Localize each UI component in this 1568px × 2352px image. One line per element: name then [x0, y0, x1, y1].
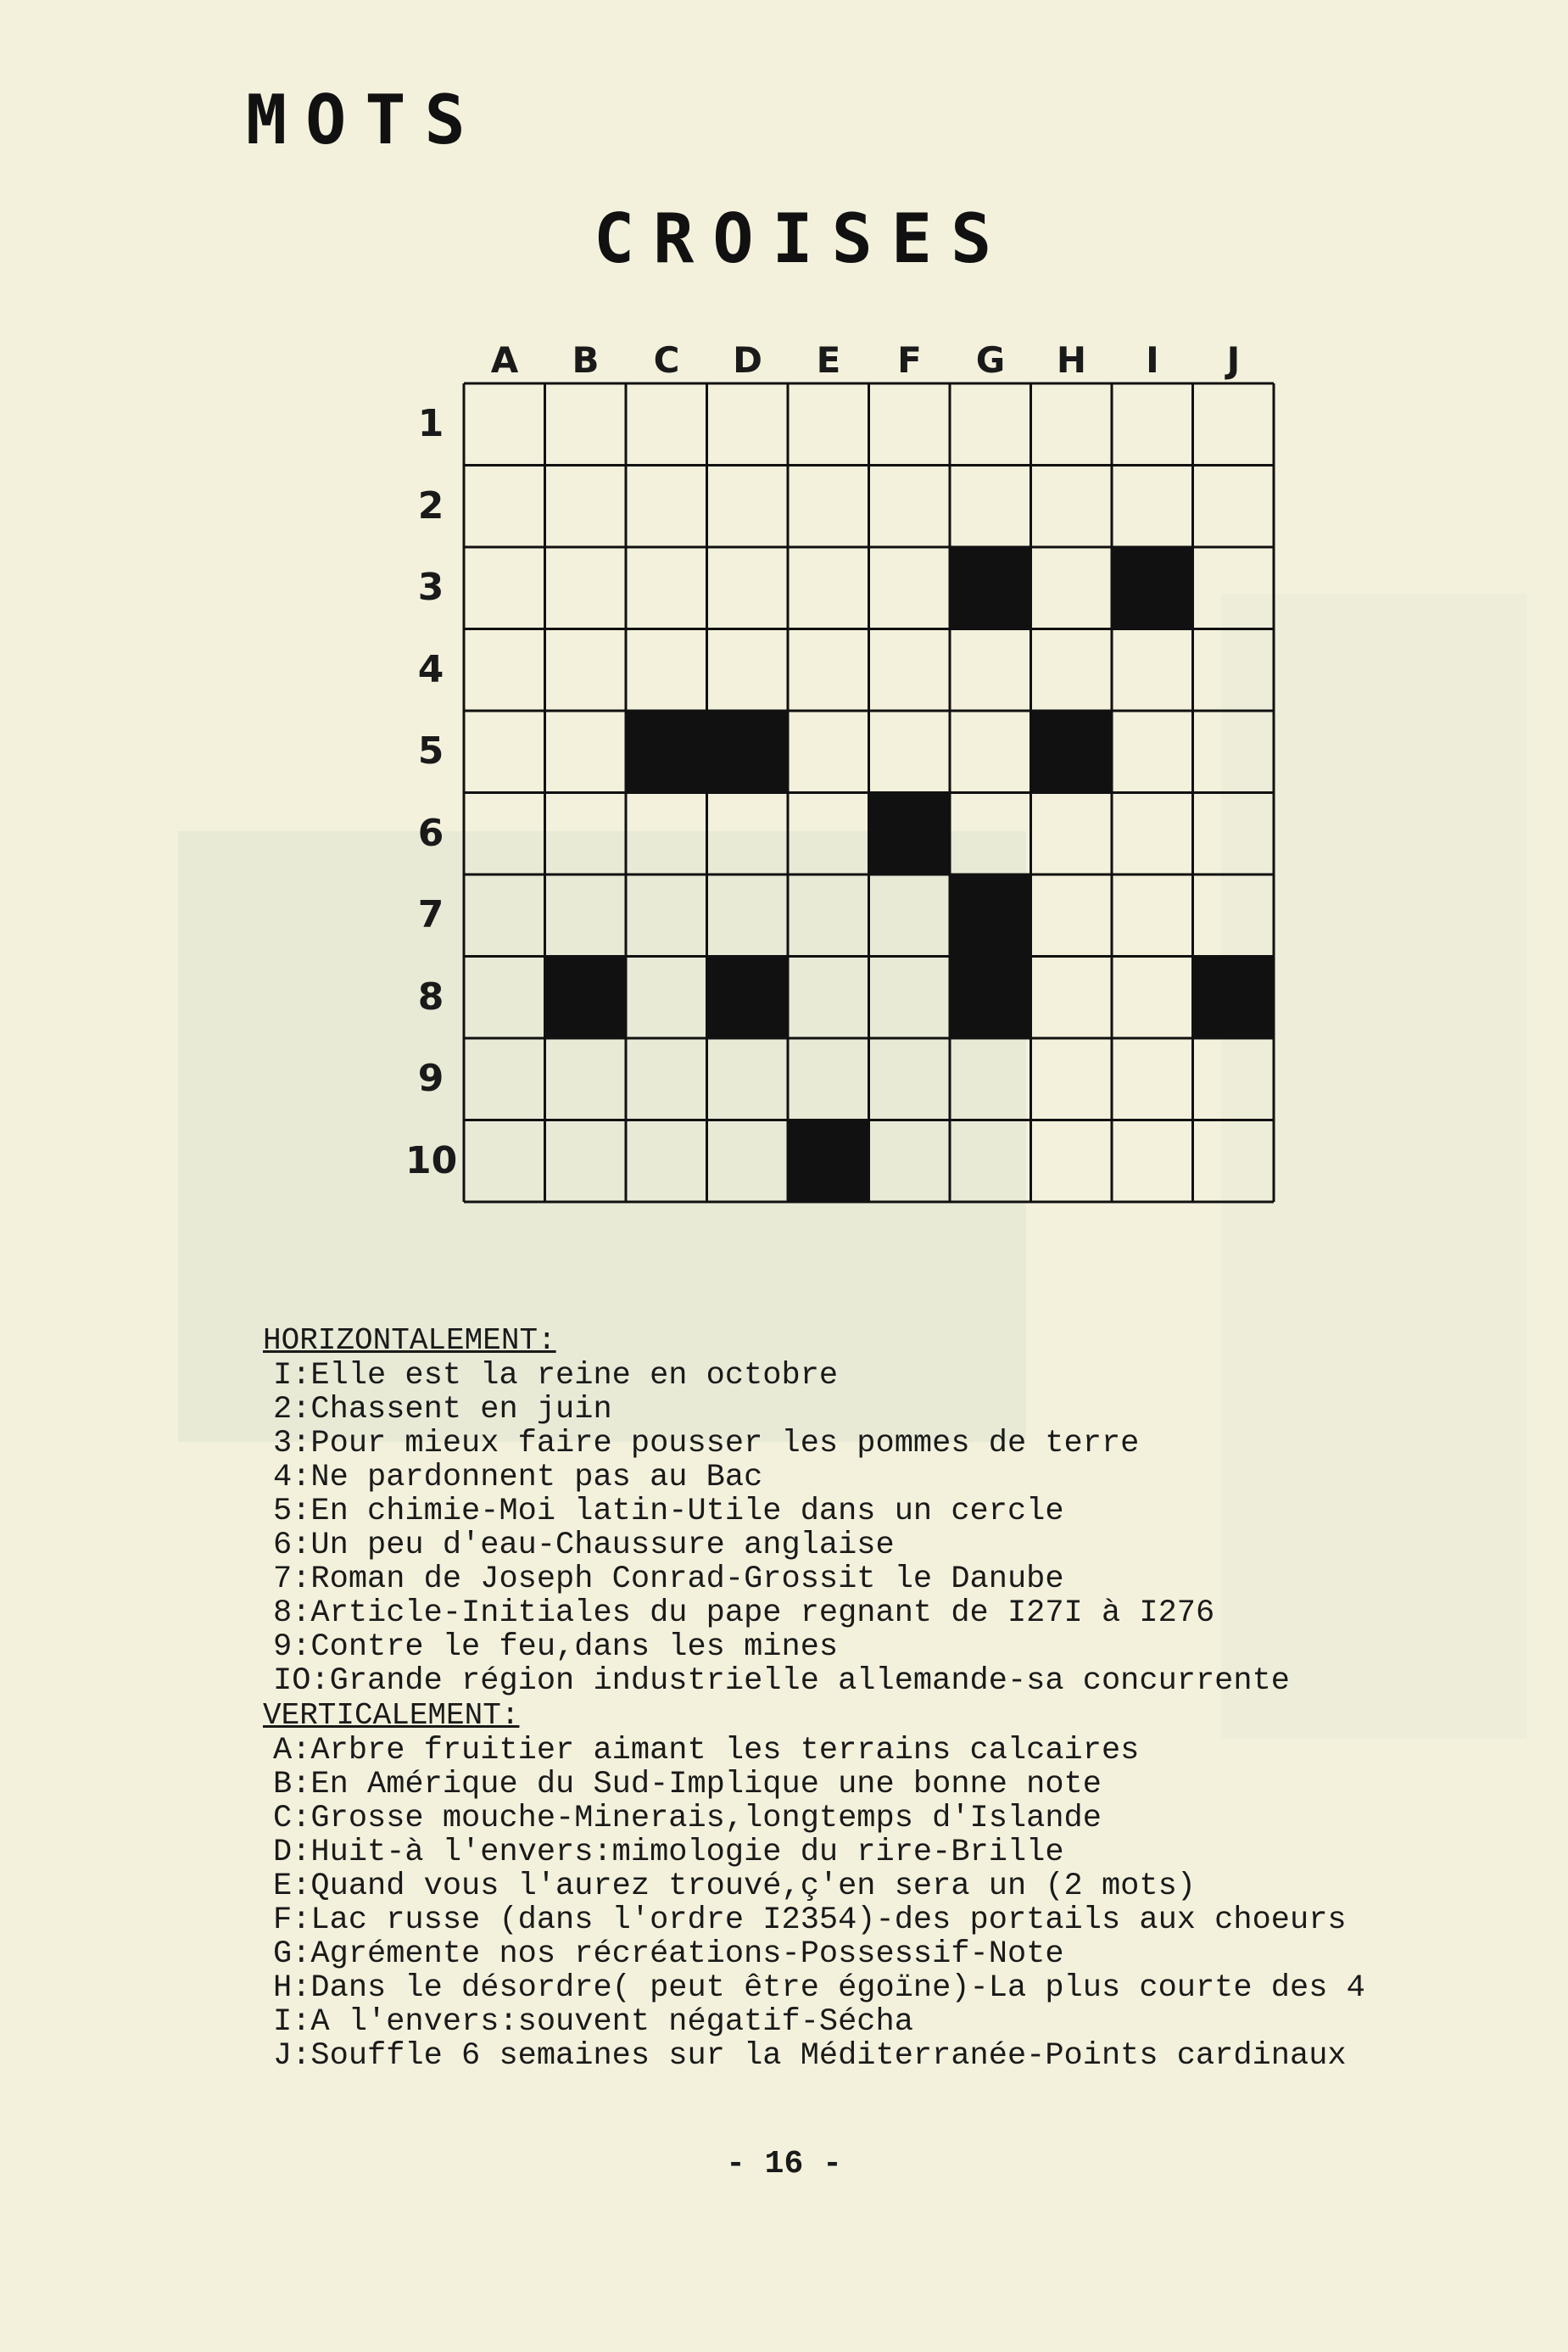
- clue-item: F:Lac russe (dans l'ordre I2354)-des portails aux choeurs: [273, 1902, 1347, 1938]
- row-label: 1: [417, 402, 444, 445]
- column-label: D: [733, 339, 762, 381]
- clue-item: J:Souffle 6 semaines sur la Méditerranée-Points cardinaux: [273, 2038, 1347, 2074]
- column-label: A: [490, 339, 519, 381]
- column-label: F: [897, 339, 922, 381]
- title-line-2: CROISES: [594, 199, 1011, 278]
- column-label: G: [975, 339, 1006, 381]
- clue-item: 6:Un peu d'eau-Chaussure anglaise: [273, 1528, 895, 1563]
- column-label: J: [1226, 339, 1241, 381]
- black-cell: [950, 874, 1031, 957]
- column-label: I: [1146, 339, 1159, 381]
- clue-item: A:Arbre fruitier aimant les terrains calcaires: [273, 1733, 1140, 1768]
- clue-item: B:En Amérique du Sud-Implique une bonne note: [273, 1767, 1102, 1802]
- clue-item: C:Grosse mouche-Minerais,longtemps d'Islande: [273, 1801, 1102, 1836]
- column-label: E: [816, 339, 841, 381]
- black-cell: [869, 793, 951, 875]
- column-label: B: [572, 339, 600, 381]
- clue-item: 5:En chimie-Moi latin-Utile dans un cercle: [273, 1494, 1064, 1529]
- row-label: 2: [417, 483, 444, 528]
- clue-item: I:A l'envers:souvent négatif-Sécha: [273, 2004, 913, 2040]
- row-label: 8: [417, 975, 444, 1019]
- black-cell: [626, 711, 707, 793]
- clue-item: 7:Roman de Joseph Conrad-Grossit le Danube: [273, 1561, 1064, 1597]
- clue-item: 9:Contre le feu,dans les mines: [273, 1629, 839, 1665]
- black-cell: [707, 957, 789, 1039]
- clue-item: IO:Grande région industrielle allemande-sa concurrente: [273, 1663, 1290, 1699]
- horizontal-clue-list: [263, 1359, 1450, 1698]
- clue-item: 4:Ne pardonnent pas au Bac: [273, 1460, 763, 1495]
- black-cell: [788, 1120, 869, 1203]
- row-label: 6: [417, 811, 444, 855]
- clue-item: D:Huit-à l'envers:mimologie du rire-Brille: [273, 1835, 1064, 1870]
- black-cell: [545, 957, 627, 1039]
- clue-item: I:Elle est la reine en octobre: [273, 1358, 839, 1394]
- row-label: 9: [417, 1057, 444, 1100]
- title-line-1: MOTS: [246, 81, 484, 159]
- column-label: H: [1056, 339, 1087, 381]
- row-label: 7: [417, 893, 444, 936]
- row-label: 10: [405, 1138, 458, 1182]
- vertical-heading: VERTICALEMENT:: [263, 1698, 520, 1733]
- column-label: C: [653, 339, 680, 381]
- row-label: 5: [417, 729, 444, 773]
- clue-item: H:Dans le désordre( peut être égoïne)-La plus courte des 4: [273, 1970, 1365, 2006]
- clue-item: G:Agrémente nos récréations-Possessif-Note: [273, 1936, 1064, 1972]
- vertical-clue-list: [263, 1734, 1450, 2073]
- black-cell: [950, 957, 1031, 1039]
- clue-item: 8:Article-Initiales du pape regnant de I27I à I276: [273, 1595, 1215, 1631]
- crossword-grid: [462, 382, 1285, 1204]
- horizontal-heading: HORIZONTALEMENT:: [263, 1323, 556, 1358]
- clue-item: 3:Pour mieux faire pousser les pommes de terre: [273, 1426, 1140, 1461]
- black-cell: [1193, 957, 1275, 1039]
- black-cell: [1031, 711, 1113, 793]
- clue-item: 2:Chassent en juin: [273, 1392, 612, 1427]
- row-label: 4: [417, 647, 444, 691]
- black-cell: [1112, 547, 1193, 629]
- row-label: 3: [417, 566, 444, 609]
- black-cell: [950, 547, 1031, 629]
- page-number: - 16 -: [726, 2146, 842, 2182]
- clues-section: [263, 1323, 1450, 2073]
- clue-item: E:Quand vous l'aurez trouvé,ç'en sera un (2 mots): [273, 1869, 1196, 1904]
- black-cell: [707, 711, 789, 793]
